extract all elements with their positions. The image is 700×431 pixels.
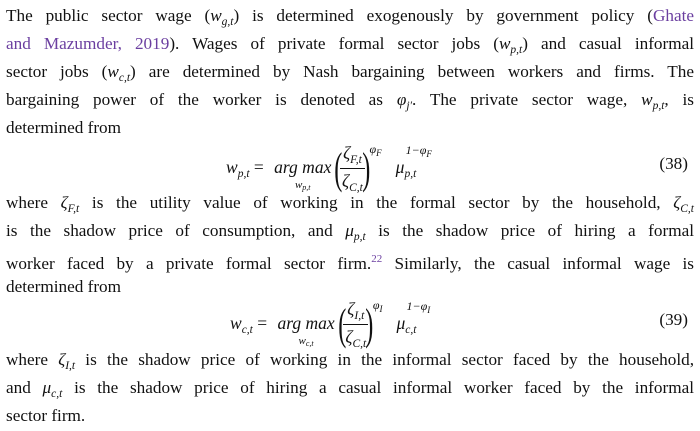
- text: sector jobs (: [6, 62, 108, 81]
- math-var: 1−φ: [406, 299, 428, 313]
- math-sub: F: [426, 149, 432, 159]
- text: is the shadow price of consumption, and: [6, 221, 346, 240]
- math-var: ζ: [347, 299, 355, 320]
- math-var: μ: [345, 221, 354, 240]
- math-var: ζ: [60, 193, 68, 212]
- text: ) and casual informal: [522, 34, 695, 53]
- text: sector firm.: [6, 406, 86, 425]
- text: and: [6, 378, 43, 397]
- math-var: ζ: [345, 327, 353, 348]
- text: determined from: [6, 277, 122, 296]
- math-sub: p,t: [237, 168, 250, 180]
- outer-exponent: [373, 298, 383, 314]
- math-var: w: [294, 179, 303, 191]
- math-sub: I,t: [65, 360, 76, 372]
- text: is the shadow price of working in the informal sector faced by the household,: [75, 350, 694, 369]
- text: is the shadow price of hiring a casual informal worker faced by the informal: [62, 378, 694, 397]
- equals-sign: =: [249, 157, 269, 177]
- math-var: ζ: [58, 350, 66, 369]
- mu-exponent: [406, 143, 432, 159]
- math-sub: I: [379, 304, 383, 314]
- math-var: φ: [369, 142, 377, 156]
- math-var: ζ: [342, 171, 350, 192]
- math-sub: p,t: [510, 44, 523, 56]
- citation-link[interactable]: and Mazumder, 2019: [6, 34, 170, 53]
- text: is the shadow price of hiring a formal: [365, 221, 694, 240]
- equation-38: [6, 142, 694, 195]
- math-sub: c,t: [118, 72, 131, 84]
- operator-text: arg max: [277, 313, 335, 333]
- math-var: 1−φ: [405, 143, 427, 157]
- p1-line-3: [6, 58, 694, 86]
- math-var: φ: [396, 90, 407, 109]
- text: Similarly, the casual informal wage is: [382, 254, 694, 273]
- math-sub: p,t: [353, 231, 366, 243]
- equation-39: [6, 298, 694, 351]
- right-paren: ): [365, 299, 374, 349]
- math-var: w: [298, 335, 306, 347]
- text: is the utility value of working in the formal sector by the household,: [79, 193, 674, 212]
- math-sub: F,t: [67, 203, 80, 215]
- math-var: w: [498, 34, 511, 53]
- text: determined from: [6, 118, 122, 137]
- text: ). Wages of private formal sector jobs (: [169, 34, 499, 53]
- p1-line-1: [6, 2, 694, 30]
- p3-line-1: [6, 346, 694, 374]
- left-paren: (: [334, 143, 343, 193]
- p1-line-4: [6, 86, 694, 114]
- math-sub: g,t: [221, 16, 234, 28]
- equation-number: (38): [659, 154, 688, 173]
- equation-38-body: [226, 142, 432, 195]
- math-sub: p,t: [302, 183, 311, 192]
- p1-line-5: [6, 114, 694, 142]
- math-var: μ: [42, 378, 52, 397]
- math-var: w: [226, 157, 238, 177]
- math-sub: c,t: [241, 324, 253, 336]
- citation-link[interactable]: Ghate: [652, 6, 694, 25]
- math-var: w: [210, 6, 222, 25]
- math-sub: c,t: [405, 324, 417, 336]
- math-var: φ: [372, 298, 380, 312]
- text: where: [6, 350, 59, 369]
- math-sub: p,t: [404, 168, 417, 180]
- p2-line-4: [6, 273, 694, 301]
- argmax-operator: [277, 313, 335, 348]
- outer-exponent: [370, 142, 382, 158]
- p3-line-2: [6, 374, 694, 402]
- math-sub: C,t: [680, 203, 694, 215]
- math-var: μ: [396, 313, 406, 333]
- operator-text: arg max: [274, 157, 332, 177]
- p2-line-2: [6, 217, 694, 245]
- math-sub: c,t: [51, 388, 63, 400]
- math-sub: F: [376, 148, 382, 158]
- math-sub: j′: [406, 100, 413, 112]
- math-sub: p,t: [652, 100, 665, 112]
- math-var: w: [641, 90, 653, 109]
- math-sub: I,t: [354, 310, 365, 323]
- text: ) is determined exogenously by government policy (: [233, 6, 653, 25]
- text: , is: [664, 90, 694, 109]
- math-var: ζ: [673, 193, 681, 212]
- mu-exponent: [407, 299, 431, 315]
- equation-number: (39): [659, 310, 688, 329]
- math-var: ζ: [343, 143, 351, 164]
- text: ) are determined by Nash bargaining between workers and firms. The: [130, 62, 694, 81]
- text: The public sector wage (: [6, 6, 211, 25]
- text: bargaining power of the worker is denoted as: [6, 90, 397, 109]
- p2-line-3: [6, 245, 694, 273]
- math-sub: C,t: [352, 338, 367, 351]
- math-var: w: [107, 62, 119, 81]
- math-var: w: [230, 313, 242, 333]
- p3-line-3: [6, 402, 694, 430]
- math-var: μ: [395, 157, 405, 177]
- fraction: [340, 143, 365, 194]
- footnote-link[interactable]: 22: [371, 253, 383, 265]
- text: where: [6, 193, 61, 212]
- math-sub: I: [427, 305, 431, 315]
- p2-line-1: [6, 189, 694, 217]
- equals-sign: =: [252, 313, 272, 333]
- p1-line-2: [6, 30, 694, 58]
- right-paren: ): [362, 143, 371, 193]
- math-sub: c,t: [305, 339, 314, 348]
- math-sub: C,t: [349, 182, 363, 195]
- text: . The private sector wage,: [412, 90, 642, 109]
- numerator: [340, 143, 365, 169]
- math-sub: F,t: [350, 154, 362, 167]
- argmax-operator: [274, 157, 332, 192]
- left-paren: (: [338, 299, 347, 349]
- text: worker faced by a private formal sector firm.: [6, 254, 372, 273]
